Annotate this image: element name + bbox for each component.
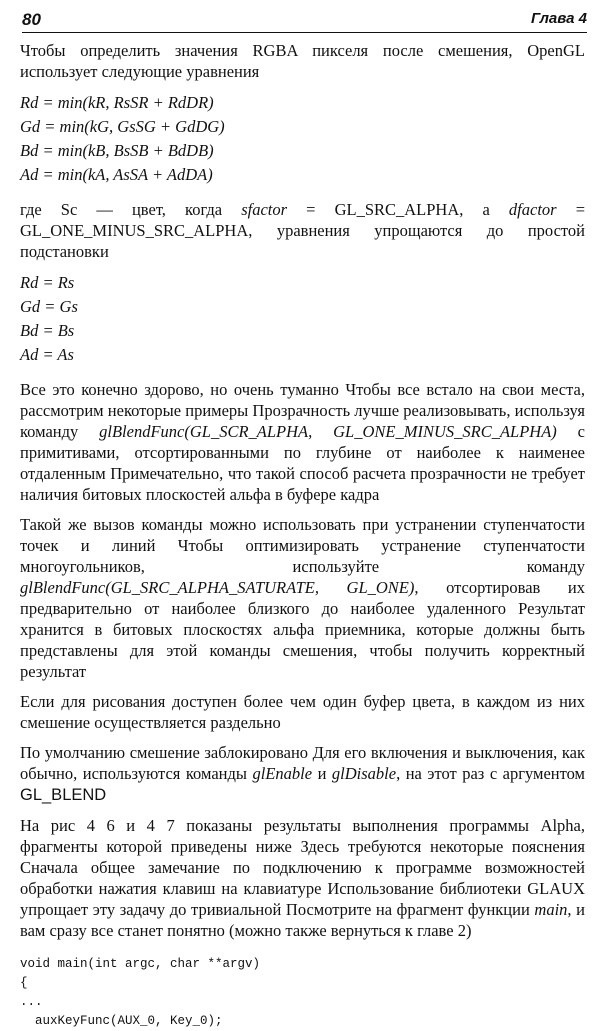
transparency-paragraph: Все это конечно здорово, но очень туманно Чтобы все встало на свои места, рассмотрим некоторые примеры Прозрачность лучше реализовывать, используя команду glBlendFunc(GL_SCR_ALPHA, GL_ONE_MINUS_SRC_ALPHA) с примитивами, отсортированными по глубине от наиболее к наименее отдаленным Примечательно, что такой способ расчета прозрачности не требует наличия битовых плоскостей альфа в буфере кадра: [20, 380, 586, 504]
page-number: 80: [22, 10, 41, 29]
chapter-title: Глава 4: [530, 10, 587, 27]
code-line: ...: [20, 995, 43, 1009]
code-line: {: [20, 976, 28, 990]
code-line: auxKeyFunc(AUX_0, Key_0);: [20, 1014, 223, 1028]
blend-equations: [20, 91, 585, 187]
equation-green: Gd = min(kG, GsSG + GdDG): [20, 117, 225, 136]
simple-equation-green: Gd = Gs: [20, 297, 78, 316]
code-listing: [20, 955, 585, 1031]
page-header: [22, 10, 587, 33]
alpha-program-paragraph: На рис 4 6 и 4 7 показаны результаты выполнения программы Alpha, фрагменты которой приведены ниже Здесь требуются некоторые пояснения Сначала общее замечание по подключению к программе возможностей обработки нажатия клавиш на клавиатуре Использование библиотеки GLAUX упрощает эту задачу до тривиальной Посмотрите на фрагмент функции main, и вам сразу все станет понятно (можно также вернуться к главе 2): [20, 816, 585, 940]
simple-equation-blue: Bd = Bs: [20, 321, 75, 340]
page-body: [20, 40, 585, 1031]
simple-equation-red: Rd = Rs: [20, 273, 75, 292]
code-line: void main(int argc, char **argv): [20, 957, 261, 971]
color-buffers-paragraph: Если для рисования доступен более чем один буфер цвета, в каждом из них смешение осуществляется раздельно: [20, 692, 585, 732]
equation-alpha: Ad = min(kA, AsSA + AdDA): [20, 165, 213, 184]
antialiasing-paragraph: Такой же вызов команды можно использовать при устранении ступенчатости точек и линий Чтобы оптимизировать устранение ступенчатости многоугольников, используйте команду glBlendFunc(GL_SRC_ALPHA_SATURATE, GL_ONE), отсортировав их предварительно от наиболее близкого до наиболее удаленного Результат хранится в битовых плоскостях альфа приемника, которые должны быть представлены для этой команды смешения, чтобы получить корректный результат: [20, 515, 586, 681]
enable-blend-paragraph: По умолчанию смешение заблокировано Для его включения и выключения, как обычно, используются команды glEnable и glDisable, на этот раз с аргументом GL_BLEND: [20, 743, 585, 804]
simple-equations: [20, 271, 585, 367]
simple-equation-alpha: Ad = As: [20, 345, 74, 364]
intro-paragraph: Чтобы определить значения RGBA пикселя после смешения, OpenGL использует следующие уравнения: [20, 41, 585, 81]
condition-paragraph: где Sc — цвет, когда sfactor = GL_SRC_ALPHA, а dfactor = GL_ONE_MINUS_SRC_ALPHA, уравнения упрощаются до простой подстановки: [20, 200, 586, 261]
equation-blue: Bd = min(kB, BsSB + BdDB): [20, 141, 214, 160]
equation-red: Rd = min(kR, RsSR + RdDR): [20, 93, 214, 112]
